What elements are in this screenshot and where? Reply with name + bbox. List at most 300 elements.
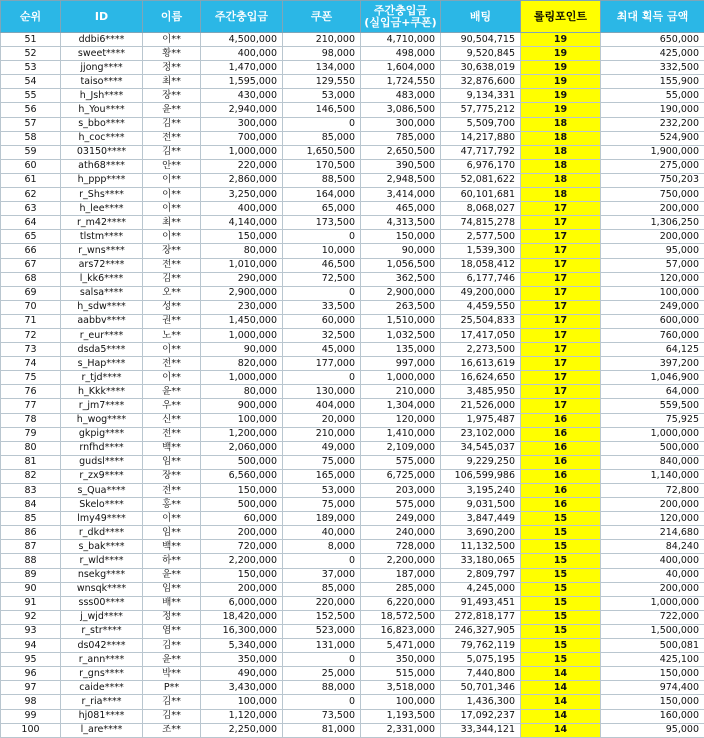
cell-rank: 80 (1, 441, 61, 455)
cell-betting: 23,102,000 (441, 427, 521, 441)
cell-betting: 49,200,000 (441, 286, 521, 300)
cell-rank: 55 (1, 89, 61, 103)
cell-weekly-total-deposit: 1,510,000 (361, 314, 441, 328)
cell-rank: 76 (1, 385, 61, 399)
cell-weekly-total-deposit: 90,000 (361, 244, 441, 258)
cell-name: 김** (143, 639, 201, 653)
cell-weekly-deposit: 1,010,000 (201, 258, 283, 272)
cell-weekly-total-deposit: 249,000 (361, 512, 441, 526)
cell-betting: 32,876,600 (441, 75, 521, 89)
cell-id: ars72**** (61, 258, 143, 272)
cell-weekly-deposit: 80,000 (201, 244, 283, 258)
cell-weekly-deposit: 4,140,000 (201, 216, 283, 230)
cell-coupon: 32,500 (283, 328, 361, 342)
cell-rolling-point: 15 (521, 512, 601, 526)
cell-betting: 5,509,700 (441, 117, 521, 131)
cell-rolling-point: 19 (521, 47, 601, 61)
cell-weekly-deposit: 6,000,000 (201, 596, 283, 610)
cell-rank: 63 (1, 202, 61, 216)
cell-coupon: 73,500 (283, 709, 361, 723)
table-row (1, 314, 704, 328)
cell-weekly-total-deposit: 3,518,000 (361, 681, 441, 695)
cell-id: r_Shs**** (61, 188, 143, 202)
table-row (1, 272, 704, 286)
cell-id: r_ann**** (61, 653, 143, 667)
cell-id: sss00**** (61, 596, 143, 610)
cell-betting: 91,493,451 (441, 596, 521, 610)
cell-max-amount: 150,000 (601, 667, 704, 681)
cell-weekly-total-deposit: 6,725,000 (361, 469, 441, 483)
cell-rolling-point: 17 (521, 399, 601, 413)
cell-weekly-total-deposit: 2,650,500 (361, 145, 441, 159)
cell-coupon: 0 (283, 695, 361, 709)
cell-weekly-deposit: 2,250,000 (201, 723, 283, 737)
cell-weekly-total-deposit: 2,200,000 (361, 554, 441, 568)
cell-id: r_wld**** (61, 554, 143, 568)
cell-weekly-deposit: 100,000 (201, 695, 283, 709)
cell-name: 전** (143, 484, 201, 498)
cell-name: 권** (143, 314, 201, 328)
cell-betting: 50,701,346 (441, 681, 521, 695)
cell-max-amount: 650,000 (601, 33, 704, 47)
cell-rolling-point: 14 (521, 695, 601, 709)
cell-max-amount: 332,500 (601, 61, 704, 75)
cell-id: r_str**** (61, 624, 143, 638)
cell-name: 장** (143, 89, 201, 103)
cell-weekly-total-deposit: 498,000 (361, 47, 441, 61)
cell-max-amount: 75,925 (601, 413, 704, 427)
cell-betting: 1,975,487 (441, 413, 521, 427)
cell-betting: 52,081,622 (441, 173, 521, 187)
cell-weekly-deposit: 1,200,000 (201, 427, 283, 441)
cell-betting: 7,440,800 (441, 667, 521, 681)
table-row (1, 681, 704, 695)
cell-coupon: 85,000 (283, 582, 361, 596)
cell-coupon: 45,000 (283, 343, 361, 357)
cell-weekly-total-deposit: 135,000 (361, 343, 441, 357)
cell-max-amount: 425,100 (601, 653, 704, 667)
cell-rank: 72 (1, 328, 61, 342)
cell-rank: 78 (1, 413, 61, 427)
cell-max-amount: 425,000 (601, 47, 704, 61)
cell-coupon: 210,000 (283, 427, 361, 441)
cell-rolling-point: 17 (521, 357, 601, 371)
cell-rolling-point: 15 (521, 610, 601, 624)
cell-max-amount: 95,000 (601, 244, 704, 258)
cell-betting: 25,504,833 (441, 314, 521, 328)
cell-rolling-point: 16 (521, 484, 601, 498)
cell-betting: 106,599,986 (441, 469, 521, 483)
cell-coupon: 53,000 (283, 89, 361, 103)
cell-coupon: 33,500 (283, 300, 361, 314)
cell-max-amount: 500,081 (601, 639, 704, 653)
header-row (1, 1, 704, 33)
cell-weekly-deposit: 200,000 (201, 526, 283, 540)
cell-coupon: 25,000 (283, 667, 361, 681)
cell-coupon: 523,000 (283, 624, 361, 638)
cell-id: h_wog**** (61, 413, 143, 427)
cell-rolling-point: 14 (521, 709, 601, 723)
cell-coupon: 189,000 (283, 512, 361, 526)
cell-rolling-point: 17 (521, 328, 601, 342)
cell-id: jjong**** (61, 61, 143, 75)
table-row (1, 89, 704, 103)
cell-id: s_bbo**** (61, 117, 143, 131)
cell-weekly-deposit: 1,000,000 (201, 371, 283, 385)
cell-betting: 90,504,715 (441, 33, 521, 47)
cell-id: ds042**** (61, 639, 143, 653)
cell-max-amount: 200,000 (601, 230, 704, 244)
cell-rank: 93 (1, 624, 61, 638)
cell-weekly-total-deposit: 100,000 (361, 695, 441, 709)
cell-weekly-total-deposit: 350,000 (361, 653, 441, 667)
cell-betting: 30,638,019 (441, 61, 521, 75)
table-row (1, 385, 704, 399)
cell-weekly-total-deposit: 16,823,000 (361, 624, 441, 638)
cell-rank: 56 (1, 103, 61, 117)
cell-rolling-point: 15 (521, 624, 601, 638)
cell-betting: 4,459,550 (441, 300, 521, 314)
cell-betting: 33,180,065 (441, 554, 521, 568)
cell-coupon: 164,000 (283, 188, 361, 202)
cell-betting: 9,134,331 (441, 89, 521, 103)
cell-max-amount: 55,000 (601, 89, 704, 103)
cell-rank: 89 (1, 568, 61, 582)
cell-betting: 9,229,250 (441, 455, 521, 469)
table-row (1, 188, 704, 202)
cell-betting: 57,775,212 (441, 103, 521, 117)
cell-weekly-total-deposit: 575,000 (361, 498, 441, 512)
cell-betting: 2,273,500 (441, 343, 521, 357)
cell-name: 임** (143, 455, 201, 469)
cell-name: 염** (143, 624, 201, 638)
cell-coupon: 75,000 (283, 498, 361, 512)
cell-coupon: 75,000 (283, 455, 361, 469)
cell-betting: 11,132,500 (441, 540, 521, 554)
cell-rank: 69 (1, 286, 61, 300)
cell-coupon: 0 (283, 653, 361, 667)
cell-name: 이** (143, 512, 201, 526)
cell-weekly-deposit: 230,000 (201, 300, 283, 314)
cell-rolling-point: 17 (521, 258, 601, 272)
cell-coupon: 49,000 (283, 441, 361, 455)
cell-id: aabbv**** (61, 314, 143, 328)
cell-weekly-deposit: 2,940,000 (201, 103, 283, 117)
cell-coupon: 65,000 (283, 202, 361, 216)
cell-name: 백** (143, 540, 201, 554)
cell-max-amount: 64,000 (601, 385, 704, 399)
cell-weekly-total-deposit: 3,086,500 (361, 103, 441, 117)
cell-rank: 82 (1, 469, 61, 483)
cell-max-amount: 200,000 (601, 498, 704, 512)
cell-weekly-total-deposit: 6,220,000 (361, 596, 441, 610)
table-row (1, 568, 704, 582)
cell-betting: 1,436,300 (441, 695, 521, 709)
cell-coupon: 152,500 (283, 610, 361, 624)
cell-max-amount: 1,000,000 (601, 596, 704, 610)
cell-rank: 95 (1, 653, 61, 667)
cell-name: 김** (143, 145, 201, 159)
cell-id: h_Kkk**** (61, 385, 143, 399)
cell-rank: 52 (1, 47, 61, 61)
cell-rank: 70 (1, 300, 61, 314)
cell-weekly-total-deposit: 285,000 (361, 582, 441, 596)
cell-id: j_wjd**** (61, 610, 143, 624)
table-row (1, 357, 704, 371)
cell-id: nsekg**** (61, 568, 143, 582)
cell-coupon: 20,000 (283, 413, 361, 427)
cell-weekly-total-deposit: 210,000 (361, 385, 441, 399)
cell-id: r_gns**** (61, 667, 143, 681)
cell-rolling-point: 15 (521, 526, 601, 540)
cell-name: 박** (143, 667, 201, 681)
table-row (1, 202, 704, 216)
table-row (1, 145, 704, 159)
cell-weekly-total-deposit: 4,313,500 (361, 216, 441, 230)
cell-coupon: 53,000 (283, 484, 361, 498)
cell-rank: 71 (1, 314, 61, 328)
cell-weekly-deposit: 1,120,000 (201, 709, 283, 723)
cell-rank: 81 (1, 455, 61, 469)
cell-betting: 34,545,037 (441, 441, 521, 455)
cell-betting: 21,526,000 (441, 399, 521, 413)
cell-rank: 59 (1, 145, 61, 159)
header-weekly-total-deposit: 주간충입금 (실입금+쿠폰) (361, 1, 441, 33)
cell-max-amount: 760,000 (601, 328, 704, 342)
cell-betting: 246,327,905 (441, 624, 521, 638)
cell-name: 조** (143, 723, 201, 737)
cell-name: P** (143, 681, 201, 695)
cell-betting: 60,101,681 (441, 188, 521, 202)
cell-max-amount: 200,000 (601, 202, 704, 216)
cell-rolling-point: 17 (521, 314, 601, 328)
cell-weekly-deposit: 1,595,000 (201, 75, 283, 89)
table-row (1, 667, 704, 681)
cell-rank: 99 (1, 709, 61, 723)
cell-max-amount: 397,200 (601, 357, 704, 371)
cell-name: 정** (143, 61, 201, 75)
cell-max-amount: 1,500,000 (601, 624, 704, 638)
cell-name: 배** (143, 596, 201, 610)
cell-betting: 33,344,121 (441, 723, 521, 737)
cell-max-amount: 155,900 (601, 75, 704, 89)
cell-id: tlstm**** (61, 230, 143, 244)
cell-id: h_You**** (61, 103, 143, 117)
table-row (1, 427, 704, 441)
cell-max-amount: 84,240 (601, 540, 704, 554)
cell-rolling-point: 14 (521, 667, 601, 681)
cell-betting: 18,058,412 (441, 258, 521, 272)
cell-weekly-deposit: 100,000 (201, 413, 283, 427)
cell-weekly-total-deposit: 2,900,000 (361, 286, 441, 300)
cell-weekly-total-deposit: 2,948,500 (361, 173, 441, 187)
cell-rolling-point: 15 (521, 568, 601, 582)
cell-coupon: 210,000 (283, 33, 361, 47)
table-row (1, 639, 704, 653)
cell-id: r_ria**** (61, 695, 143, 709)
cell-id: h_Jsh**** (61, 89, 143, 103)
cell-weekly-total-deposit: 5,471,000 (361, 639, 441, 653)
cell-coupon: 8,000 (283, 540, 361, 554)
cell-coupon: 10,000 (283, 244, 361, 258)
cell-weekly-deposit: 2,900,000 (201, 286, 283, 300)
cell-name: 전** (143, 427, 201, 441)
cell-id: lmy49**** (61, 512, 143, 526)
cell-weekly-deposit: 6,560,000 (201, 469, 283, 483)
table-row (1, 723, 704, 737)
cell-weekly-deposit: 500,000 (201, 455, 283, 469)
cell-weekly-deposit: 4,500,000 (201, 33, 283, 47)
cell-name: 이** (143, 230, 201, 244)
cell-weekly-deposit: 430,000 (201, 89, 283, 103)
cell-weekly-deposit: 18,420,000 (201, 610, 283, 624)
table-row (1, 624, 704, 638)
cell-betting: 47,717,792 (441, 145, 521, 159)
cell-weekly-deposit: 820,000 (201, 357, 283, 371)
table-row (1, 286, 704, 300)
cell-id: h_coc**** (61, 131, 143, 145)
cell-name: 노** (143, 328, 201, 342)
table-row (1, 131, 704, 145)
cell-name: 윤** (143, 103, 201, 117)
cell-betting: 79,762,119 (441, 639, 521, 653)
cell-rank: 97 (1, 681, 61, 695)
table-row (1, 695, 704, 709)
cell-name: 안** (143, 159, 201, 173)
header-max-amount: 최대 획득 금액 (601, 1, 704, 33)
cell-coupon: 81,000 (283, 723, 361, 737)
cell-max-amount: 722,000 (601, 610, 704, 624)
cell-id: rnfhd**** (61, 441, 143, 455)
cell-betting: 17,417,050 (441, 328, 521, 342)
cell-name: 장** (143, 244, 201, 258)
cell-coupon: 220,000 (283, 596, 361, 610)
cell-weekly-deposit: 400,000 (201, 202, 283, 216)
cell-betting: 16,613,619 (441, 357, 521, 371)
cell-betting: 2,809,797 (441, 568, 521, 582)
cell-weekly-total-deposit: 515,000 (361, 667, 441, 681)
cell-name: 홍** (143, 498, 201, 512)
cell-betting: 3,847,449 (441, 512, 521, 526)
table-row (1, 413, 704, 427)
table-row (1, 498, 704, 512)
cell-rolling-point: 18 (521, 145, 601, 159)
cell-weekly-deposit: 350,000 (201, 653, 283, 667)
cell-coupon: 60,000 (283, 314, 361, 328)
table-row (1, 512, 704, 526)
cell-weekly-deposit: 220,000 (201, 159, 283, 173)
table-row (1, 484, 704, 498)
table-row (1, 328, 704, 342)
cell-id: h_lee**** (61, 202, 143, 216)
cell-rolling-point: 17 (521, 230, 601, 244)
cell-name: 이** (143, 33, 201, 47)
cell-weekly-total-deposit: 728,000 (361, 540, 441, 554)
cell-name: 전** (143, 357, 201, 371)
table-row (1, 596, 704, 610)
cell-name: 이** (143, 371, 201, 385)
cell-coupon: 0 (283, 554, 361, 568)
cell-weekly-total-deposit: 120,000 (361, 413, 441, 427)
cell-weekly-total-deposit: 2,331,000 (361, 723, 441, 737)
cell-name: 이** (143, 173, 201, 187)
cell-weekly-deposit: 150,000 (201, 568, 283, 582)
cell-coupon: 1,650,500 (283, 145, 361, 159)
cell-coupon: 98,000 (283, 47, 361, 61)
cell-weekly-deposit: 2,060,000 (201, 441, 283, 455)
cell-id: ddbi6**** (61, 33, 143, 47)
table-row (1, 469, 704, 483)
cell-rolling-point: 15 (521, 639, 601, 653)
cell-name: 정** (143, 610, 201, 624)
cell-betting: 8,068,027 (441, 202, 521, 216)
cell-id: l_kk6**** (61, 272, 143, 286)
header-rolling-point: 롤링포인트 (521, 1, 601, 33)
cell-max-amount: 232,200 (601, 117, 704, 131)
cell-name: 김** (143, 117, 201, 131)
cell-rank: 58 (1, 131, 61, 145)
cell-weekly-deposit: 200,000 (201, 582, 283, 596)
cell-id: s_Hap**** (61, 357, 143, 371)
cell-name: 김** (143, 695, 201, 709)
cell-rolling-point: 16 (521, 441, 601, 455)
cell-betting: 6,177,746 (441, 272, 521, 286)
cell-rolling-point: 17 (521, 202, 601, 216)
cell-id: s_bak**** (61, 540, 143, 554)
cell-weekly-deposit: 400,000 (201, 47, 283, 61)
cell-weekly-total-deposit: 465,000 (361, 202, 441, 216)
cell-rolling-point: 18 (521, 173, 601, 187)
cell-max-amount: 974,400 (601, 681, 704, 695)
cell-rank: 83 (1, 484, 61, 498)
cell-weekly-total-deposit: 4,710,000 (361, 33, 441, 47)
table-row (1, 371, 704, 385)
cell-betting: 9,031,500 (441, 498, 521, 512)
cell-rank: 94 (1, 639, 61, 653)
cell-weekly-deposit: 5,340,000 (201, 639, 283, 653)
cell-max-amount: 559,500 (601, 399, 704, 413)
cell-name: 백** (143, 441, 201, 455)
cell-id: h_sdw**** (61, 300, 143, 314)
cell-max-amount: 40,000 (601, 568, 704, 582)
cell-rank: 86 (1, 526, 61, 540)
cell-max-amount: 120,000 (601, 512, 704, 526)
table-row (1, 300, 704, 314)
cell-rank: 74 (1, 357, 61, 371)
cell-rank: 65 (1, 230, 61, 244)
cell-max-amount: 1,046,900 (601, 371, 704, 385)
cell-weekly-deposit: 700,000 (201, 131, 283, 145)
cell-rank: 66 (1, 244, 61, 258)
cell-name: 윤** (143, 653, 201, 667)
header-betting: 배팅 (441, 1, 521, 33)
cell-weekly-deposit: 80,000 (201, 385, 283, 399)
cell-weekly-total-deposit: 150,000 (361, 230, 441, 244)
cell-max-amount: 249,000 (601, 300, 704, 314)
cell-name: 전** (143, 258, 201, 272)
cell-weekly-total-deposit: 483,000 (361, 89, 441, 103)
cell-rolling-point: 19 (521, 61, 601, 75)
cell-rolling-point: 16 (521, 413, 601, 427)
cell-rank: 61 (1, 173, 61, 187)
cell-coupon: 404,000 (283, 399, 361, 413)
cell-rolling-point: 19 (521, 89, 601, 103)
cell-weekly-total-deposit: 3,414,000 (361, 188, 441, 202)
cell-rolling-point: 15 (521, 554, 601, 568)
cell-id: ath68**** (61, 159, 143, 173)
cell-max-amount: 200,000 (601, 582, 704, 596)
cell-max-amount: 100,000 (601, 286, 704, 300)
